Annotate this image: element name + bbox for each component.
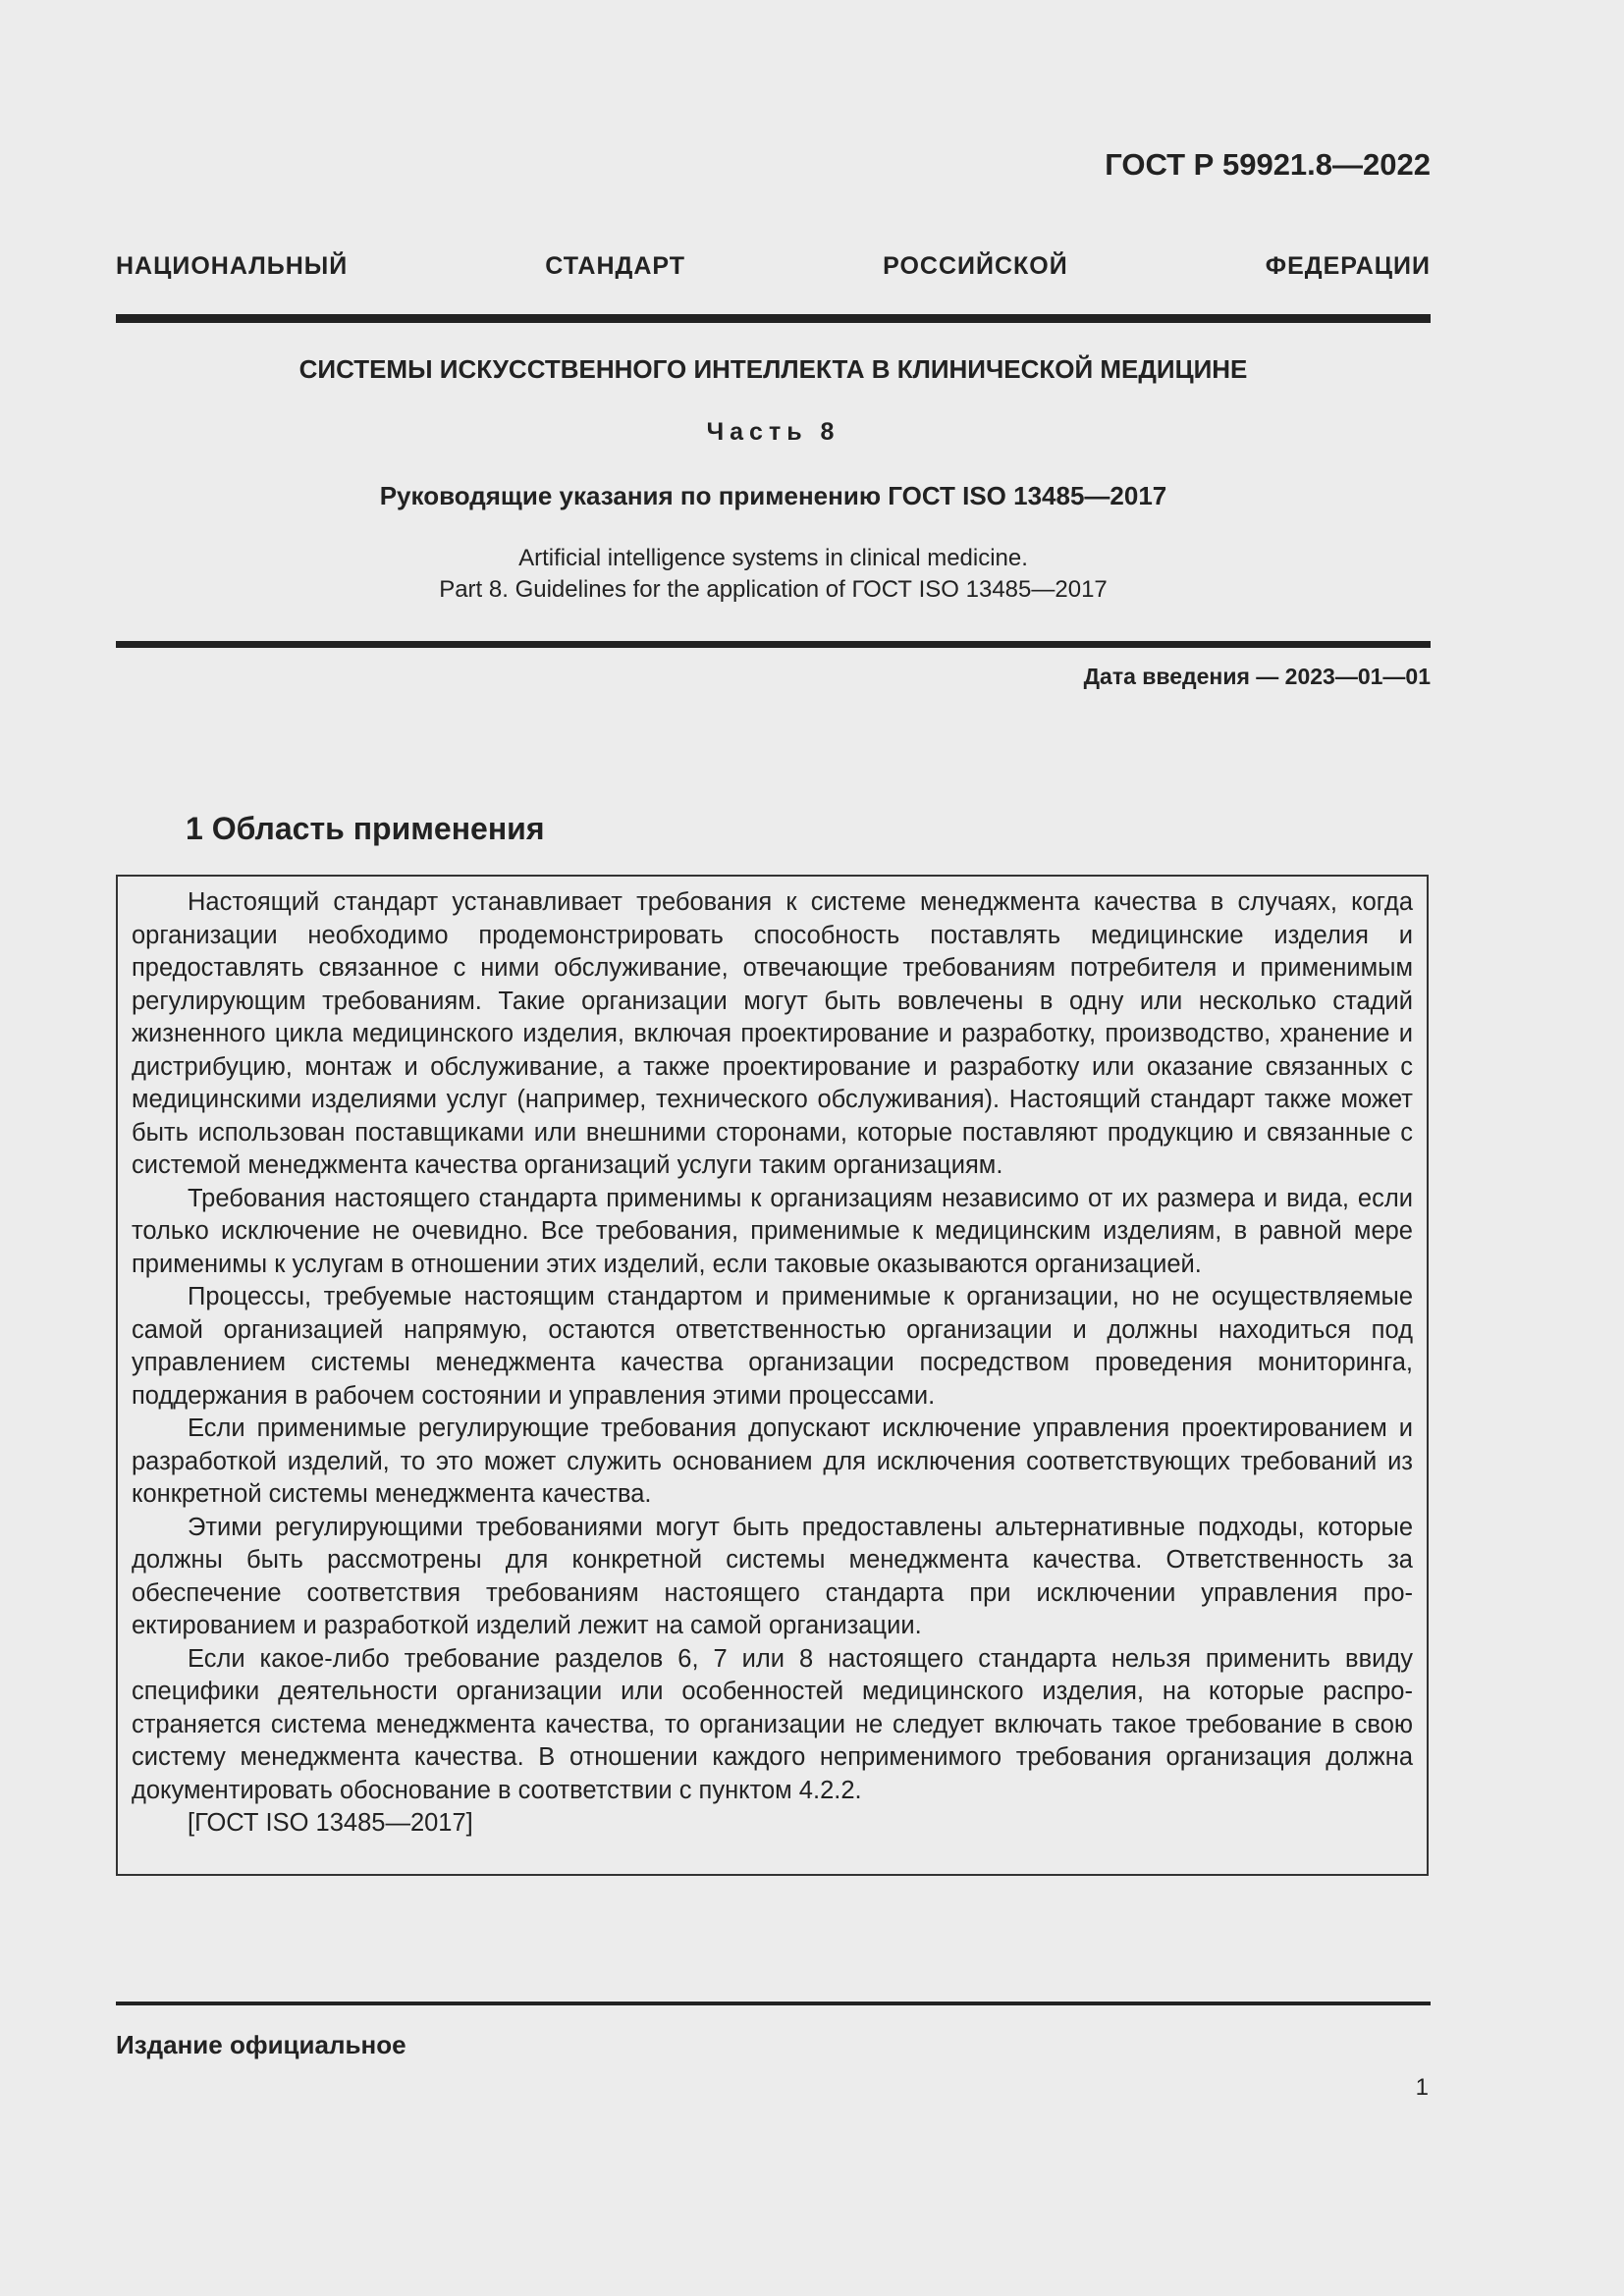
part-label: Часть 8 — [706, 418, 840, 446]
national-standard-banner: НАЦИОНАЛЬНЫЙ СТАНДАРТ РОССИЙСКОЙ ФЕДЕРАЦИИ — [116, 252, 1431, 280]
scope-paragraph-3: Процессы, требуемые настоящим стандартом и применимые к организации, но не осуществляемые самой организацией напрямую, остаются ответственностью организации и должны находиться под управлением системы менеджмента качества организации посредством проведения мониторинга, поддержания в рабочем состоянии и управления этими процессами. — [132, 1283, 1413, 1410]
scope-text-box — [116, 875, 1429, 1876]
standard-number: ГОСТ Р 59921.8—2022 — [1105, 147, 1431, 182]
scope-paragraph-1: Настоящий стандарт устанавливает требования к системе менеджмента качества в случаях, когда организации необходимо продемонстрировать способность поставлять медицинские изделия и предоставлять связанное с ними обслуживание, отвечающие требованиям потребителя и применимым регулирующим требованиям. Такие организации могут быть вовлечены в одну или несколько стадий жизненного цикла медицинского изделия, включая проектирование и разработку, производство, хранение и дистрибуцию, монтаж и обслуживание, а также проектирование и разработку или оказание связанных с медицинскими изделиями услуг (например, технического обслуживания). Настоящий стандарт также может быть использован поставщиками или внешними сторонами, которые поставляют продукцию и связанные с системой менеджмента качества организаций услуги таким организациям. — [132, 888, 1413, 1179]
introduction-date: Дата введения — 2023—01—01 — [1083, 664, 1431, 689]
english-title-line-1: Artificial intelligence systems in clinical medicine. — [518, 545, 1028, 571]
english-title — [116, 543, 1431, 606]
page-number: 1 — [1415, 2074, 1429, 2101]
top-divider — [116, 314, 1431, 323]
document-subtitle: Руководящие указания по применению ГОСТ ISO 13485—2017 — [379, 481, 1167, 510]
scope-paragraph-4: Если применимые регулирующие требования допускают исключение управления проектированием и разработкой изделий, то это может служить основанием для исключения соответствующих требований из конкретной системы менеджмента качества. — [132, 1415, 1413, 1508]
document-title: СИСТЕМЫ ИСКУССТВЕННОГО ИНТЕЛЛЕКТА В КЛИНИЧЕСКОЙ МЕДИЦИНЕ — [298, 354, 1248, 384]
section-heading: 1 Область применения — [186, 811, 545, 846]
title-divider — [116, 641, 1431, 648]
scope-reference: [ГОСТ ISO 13485—2017] — [188, 1809, 473, 1837]
scope-paragraph-5: Этими регулирующими требованиями могут быть предоставлены альтернативные подходы, которые должны быть рассмотрены для конкретной системы менеджмента качества. Ответственность за обеспечение соответствия требованиям настоящего стандарта при исключении управления проектированием и разработкой изделий лежит на самой организации. — [132, 1513, 1413, 1639]
english-title-line-2: Part 8. Guidelines for the application of ГОСТ ISO 13485—2017 — [439, 576, 1108, 603]
official-edition-label: Издание официальное — [116, 2030, 406, 2059]
scope-paragraph-2: Требования настоящего стандарта применимы к организациям независимо от их размера и вида, если только исключение не очевидно. Все требования, применимые к медицинским изделиям, в равной мере применимы к услугам в отношении этих изделий, если таковые оказываются организацией. — [132, 1184, 1413, 1278]
scope-paragraph-6: Если какое-либо требование разделов 6, 7 или 8 настоящего стандарта нельзя применить ввиду специфики деятельности организации или особенностей медицинского изделия, на которые распространяется система менеджмента качества, то организации не следует включать такое требование в свою систему менеджмента качества. В отношении каждого неприменимого требования организация должна документировать обоснование в соответствии с пунктом 4.2.2. — [132, 1644, 1413, 1804]
footer-divider — [116, 2002, 1431, 2005]
